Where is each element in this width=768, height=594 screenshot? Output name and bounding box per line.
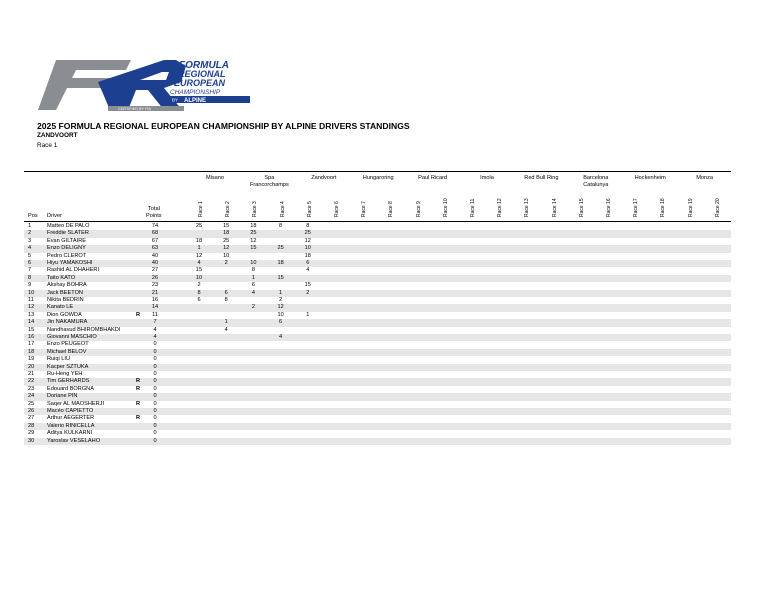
position-cell: 23 xyxy=(28,385,35,392)
race-header: Race 4 xyxy=(279,201,286,217)
driver-name-cell: Aditya KULKARNI xyxy=(47,430,93,437)
position-cell: 6 xyxy=(28,260,32,266)
race-points-cell: 1 xyxy=(279,289,283,296)
driver-name-cell: Tim GERHARDS xyxy=(47,378,90,385)
position-cell: 15 xyxy=(28,326,35,333)
race-header: Race 2 xyxy=(225,201,232,217)
total-points-cell: 40 xyxy=(151,252,159,259)
logo-text-certified: CERTIFIED BY FIA xyxy=(118,107,151,111)
total-points-cell: 0 xyxy=(153,341,157,348)
table-row xyxy=(24,430,731,437)
race-header: Race 19 xyxy=(687,198,694,217)
table-row xyxy=(24,438,731,445)
race-points-cell: 6 xyxy=(279,319,283,326)
total-points-cell: 0 xyxy=(153,378,157,385)
position-cell: 22 xyxy=(28,378,35,385)
race-points-cell: 1 xyxy=(224,319,228,326)
position-cell: 1 xyxy=(28,223,32,229)
venue-header xyxy=(405,175,461,182)
race-header: Race 16 xyxy=(606,198,612,217)
rookie-badge: R xyxy=(136,311,141,318)
driver-name-cell: Macéo CAPIETTO xyxy=(47,408,94,414)
logo-alpine-bar xyxy=(166,96,250,103)
venue-name: Monza xyxy=(696,175,713,181)
col-header-driver: Driver xyxy=(47,213,62,219)
total-points-cell: 0 xyxy=(153,348,157,355)
logo-text-formula: FORMULA xyxy=(179,60,229,71)
driver-name-cell: Saqer AL MAOSHERJI xyxy=(47,400,104,407)
position-cell: 18 xyxy=(28,348,35,355)
position-cell: 3 xyxy=(28,237,32,244)
driver-name-cell: Pedro CLEROT xyxy=(47,252,87,259)
rookie-badge: R xyxy=(136,415,141,422)
race-points-cell: 6 xyxy=(197,297,201,303)
rookie-badge: R xyxy=(136,378,141,385)
venue-header xyxy=(350,175,406,182)
position-cell: 9 xyxy=(28,282,32,289)
driver-name-cell: Evan GILTAIRE xyxy=(47,237,86,244)
total-points-cell: 14 xyxy=(151,304,159,311)
position-cell: 10 xyxy=(28,289,35,296)
venue-name: Misano xyxy=(205,175,225,181)
race-points-cell: 18 xyxy=(277,260,284,266)
total-points-cell: 0 xyxy=(153,363,157,370)
race-points-cell: 15 xyxy=(304,282,311,289)
race-points-cell: 8 xyxy=(279,223,283,229)
session-name: Race 1 xyxy=(37,142,58,149)
position-cell: 8 xyxy=(28,274,32,281)
race-points-cell: 8 xyxy=(197,289,201,296)
race-points-cell: 25 xyxy=(223,237,230,244)
race-points-cell: 1 xyxy=(197,245,201,252)
race-header: Race 20 xyxy=(714,198,721,217)
venue-header xyxy=(677,175,733,182)
driver-name-cell: Enzo PEUGEOT xyxy=(47,341,89,348)
table-header-rule xyxy=(24,221,731,222)
venue-name: Barcelona xyxy=(583,175,609,181)
total-points-cell: 0 xyxy=(153,400,157,407)
table-row xyxy=(24,282,731,289)
total-points-cell: 0 xyxy=(153,385,157,392)
race-points-cell: 10 xyxy=(250,260,257,266)
race-header: Race 15 xyxy=(578,198,585,217)
table-row xyxy=(24,327,731,334)
position-cell: 5 xyxy=(28,252,32,259)
table-row xyxy=(24,253,731,260)
race-header: Race 12 xyxy=(497,198,504,217)
driver-name-cell: Nikita BEDRIN xyxy=(47,297,84,303)
position-cell: 2 xyxy=(28,230,32,237)
logo-text-regional: REGIONAL xyxy=(178,69,226,79)
race-points-cell: 2 xyxy=(306,289,310,296)
driver-name-cell: Enzo DELIGNY xyxy=(47,245,86,252)
table-row xyxy=(24,408,731,415)
driver-name-cell: Jin NAKAMURA xyxy=(47,319,88,326)
total-points-cell: 11 xyxy=(152,311,158,318)
race-points-cell: 2 xyxy=(251,304,255,311)
table-row xyxy=(24,230,731,237)
rookie-badge: R xyxy=(136,385,141,392)
table-row xyxy=(24,334,731,341)
race-points-cell: 10 xyxy=(277,311,284,318)
total-points-cell: 21 xyxy=(151,289,159,296)
total-points-cell: 0 xyxy=(153,371,157,377)
race-points-cell: 15 xyxy=(277,274,284,281)
venue-name-line2: Catalunya xyxy=(583,182,609,188)
table-row xyxy=(24,245,731,252)
total-points-cell: 4 xyxy=(153,334,157,340)
race-points-cell: 8 xyxy=(224,297,228,303)
driver-name-cell: Matteo DE PALO xyxy=(47,223,90,229)
race-points-cell: 6 xyxy=(251,282,255,289)
race-header: Race 8 xyxy=(388,201,395,217)
total-points-cell: 16 xyxy=(151,297,159,303)
table-row xyxy=(24,364,731,371)
total-points-cell: 0 xyxy=(153,415,157,422)
driver-name-cell: Giovanni MASCHIO xyxy=(47,334,97,340)
table-row xyxy=(24,386,731,393)
race-header: Race 7 xyxy=(361,201,368,217)
table-row xyxy=(24,371,731,378)
position-cell: 20 xyxy=(28,363,35,370)
race-points-cell: 10 xyxy=(304,245,311,252)
position-cell: 12 xyxy=(28,304,35,311)
total-points-cell: 0 xyxy=(153,408,157,414)
driver-name-cell: Arthur AEGERTER xyxy=(47,415,95,422)
race-header: Race 9 xyxy=(415,201,422,217)
position-cell: 16 xyxy=(28,334,35,340)
total-points-cell: 40 xyxy=(151,260,159,266)
race-points-cell: 18 xyxy=(250,223,257,229)
driver-name-cell: Freddie SLATER xyxy=(47,230,89,237)
race-points-cell: 18 xyxy=(223,230,230,237)
race-points-cell: 4 xyxy=(279,334,283,340)
total-points-cell: 0 xyxy=(153,430,157,437)
total-points-cell: 7 xyxy=(153,319,157,326)
total-points-cell: 23 xyxy=(151,282,159,289)
total-points-cell: 63 xyxy=(151,245,159,252)
race-points-cell: 4 xyxy=(251,289,255,296)
total-points-cell: 0 xyxy=(153,393,157,400)
venue-name: Zandvoort xyxy=(311,175,337,181)
table-row xyxy=(24,223,731,230)
race-points-cell: 15 xyxy=(223,223,230,229)
race-header: Race 10 xyxy=(442,198,449,217)
table-row xyxy=(24,275,731,282)
position-cell: 4 xyxy=(28,245,32,252)
table-row xyxy=(24,401,731,408)
position-cell: 26 xyxy=(28,408,35,414)
race-header: Race 14 xyxy=(551,198,558,217)
col-header-points: Points xyxy=(146,213,162,219)
table-row xyxy=(24,290,731,297)
race-points-cell: 12 xyxy=(304,237,311,244)
race-points-cell: 1 xyxy=(251,274,255,281)
driver-name-cell: Nandhavud BHIROMBHAKDI xyxy=(47,326,121,333)
race-header: Race 5 xyxy=(306,201,313,217)
race-points-cell: 8 xyxy=(251,267,255,274)
position-cell: 17 xyxy=(28,341,35,348)
table-row xyxy=(24,319,731,326)
position-cell: 11 xyxy=(28,297,34,303)
driver-name-cell: Kanato LE xyxy=(47,304,74,311)
driver-name-cell: Ruiqi LIU xyxy=(47,356,71,363)
race-points-cell: 6 xyxy=(306,260,310,266)
driver-name-cell: Taito KATO xyxy=(47,274,76,281)
table-row xyxy=(24,415,731,422)
driver-name-cell: Doriane PIN xyxy=(47,393,78,400)
race-points-cell: 25 xyxy=(250,230,257,237)
driver-name-cell: Rashid AL DHAHERI xyxy=(47,267,100,274)
race-points-cell: 1 xyxy=(306,311,310,318)
venue-name: Hungaroring xyxy=(362,175,394,181)
driver-name-cell: Michael BELOV xyxy=(47,348,87,355)
position-cell: 29 xyxy=(28,430,35,437)
race-points-cell: 2 xyxy=(224,260,228,266)
position-cell: 28 xyxy=(28,422,35,429)
race-points-cell: 12 xyxy=(223,245,230,252)
venue-name: Imola xyxy=(480,175,494,181)
race-points-cell: 4 xyxy=(197,260,201,266)
table-row xyxy=(24,423,731,430)
driver-name-cell: Valerio RINICELLA xyxy=(47,422,95,429)
race-points-cell: 4 xyxy=(306,267,310,274)
driver-name-cell: Jack BEETON xyxy=(47,289,83,296)
position-cell: 19 xyxy=(28,356,35,363)
table-row xyxy=(24,393,731,400)
table-row xyxy=(24,349,731,356)
driver-name-cell: Akshay BOHRA xyxy=(47,282,87,289)
position-cell: 25 xyxy=(28,400,35,407)
race-points-cell: 10 xyxy=(195,274,203,281)
logo-text-european: EUROPEAN xyxy=(174,78,226,88)
position-cell: 21 xyxy=(28,371,35,377)
venue-header xyxy=(241,175,297,189)
position-cell: 14 xyxy=(28,319,35,326)
table-row xyxy=(24,260,731,267)
table-row xyxy=(24,238,731,245)
fre-championship-logo xyxy=(36,56,268,114)
race-header: Race 1 xyxy=(198,201,204,217)
venue-header xyxy=(459,175,515,182)
venue-header xyxy=(296,175,352,182)
col-header-pos: Pos xyxy=(28,213,38,219)
table-row xyxy=(24,297,731,304)
race-points-cell: 15 xyxy=(195,267,203,274)
event-name: ZANDVOORT xyxy=(37,132,78,139)
table-row xyxy=(24,356,731,363)
race-points-cell: 12 xyxy=(277,304,284,311)
race-header: Race 3 xyxy=(252,201,259,217)
table-row xyxy=(24,378,731,385)
race-points-cell: 25 xyxy=(304,230,311,237)
position-cell: 7 xyxy=(28,267,32,274)
venue-header xyxy=(568,175,624,189)
driver-name-cell: Dion GOWDA xyxy=(47,311,82,318)
race-points-cell: 10 xyxy=(223,252,230,259)
race-points-cell: 15 xyxy=(250,245,257,252)
logo-text-alpine: ALPINE xyxy=(184,98,207,104)
race-points-cell: 2 xyxy=(197,282,201,289)
rookie-badge: R xyxy=(136,400,141,407)
race-points-cell: 18 xyxy=(195,237,203,244)
venue-header xyxy=(622,175,678,182)
race-header: Race 17 xyxy=(633,198,640,217)
venue-name: Hockenheim xyxy=(634,175,666,181)
total-points-cell: 0 xyxy=(153,356,157,363)
total-points-cell: 0 xyxy=(153,422,157,429)
total-points-cell: 68 xyxy=(151,230,159,237)
venue-name: Red Bull Ring xyxy=(524,175,559,181)
race-points-cell: 6 xyxy=(224,289,228,296)
driver-name-cell: Edouard BORGNA xyxy=(47,385,94,392)
race-header: Race 6 xyxy=(334,201,340,217)
position-cell: 27 xyxy=(28,415,35,422)
race-points-cell: 2 xyxy=(279,297,283,303)
total-points-cell: 26 xyxy=(151,274,159,281)
total-points-cell: 0 xyxy=(153,437,157,444)
race-points-cell: 4 xyxy=(224,326,228,333)
logo-text-by: BY xyxy=(172,97,179,103)
total-points-cell: 67 xyxy=(151,237,159,244)
race-points-cell: 12 xyxy=(250,237,257,244)
total-points-cell: 27 xyxy=(151,267,159,274)
race-points-cell: 12 xyxy=(195,252,203,259)
page-title: 2025 FORMULA REGIONAL EUROPEAN CHAMPIONSHIP BY ALPINE DRIVERS STANDINGS xyxy=(37,121,410,131)
table-row xyxy=(24,341,731,348)
venue-name-line2: Francorchamps xyxy=(249,182,289,188)
venue-name: Spa xyxy=(264,175,275,181)
table-row xyxy=(24,267,731,274)
total-points-cell: 4 xyxy=(153,326,157,333)
position-cell: 13 xyxy=(28,311,35,318)
position-cell: 24 xyxy=(28,393,35,400)
race-header: Race 18 xyxy=(660,198,667,217)
race-points-cell: 25 xyxy=(195,223,203,229)
col-header-total: Total xyxy=(148,206,160,212)
driver-name-cell: Ru-Heng YEH xyxy=(47,371,83,377)
race-points-cell: 8 xyxy=(306,223,310,229)
table-row xyxy=(24,312,731,319)
driver-name-cell: Yaroslav VESELAHO xyxy=(47,437,101,444)
logo-text-championship: CHAMPIONSHIP xyxy=(170,89,221,96)
driver-name-cell: Hiyu YAMAKOSHI xyxy=(47,260,93,266)
table-top-rule xyxy=(24,171,731,172)
race-header: Race 13 xyxy=(524,198,531,217)
venue-header xyxy=(513,175,569,182)
venue-header xyxy=(187,175,243,182)
position-cell: 30 xyxy=(28,437,35,444)
venue-name: Paul Ricard xyxy=(418,175,448,181)
table-row xyxy=(24,304,731,311)
race-points-cell: 18 xyxy=(304,252,311,259)
driver-name-cell: Kacper SZTUKA xyxy=(47,363,89,370)
total-points-cell: 74 xyxy=(151,223,159,229)
race-points-cell: 25 xyxy=(277,245,284,252)
race-header: Race 11 xyxy=(470,198,476,217)
